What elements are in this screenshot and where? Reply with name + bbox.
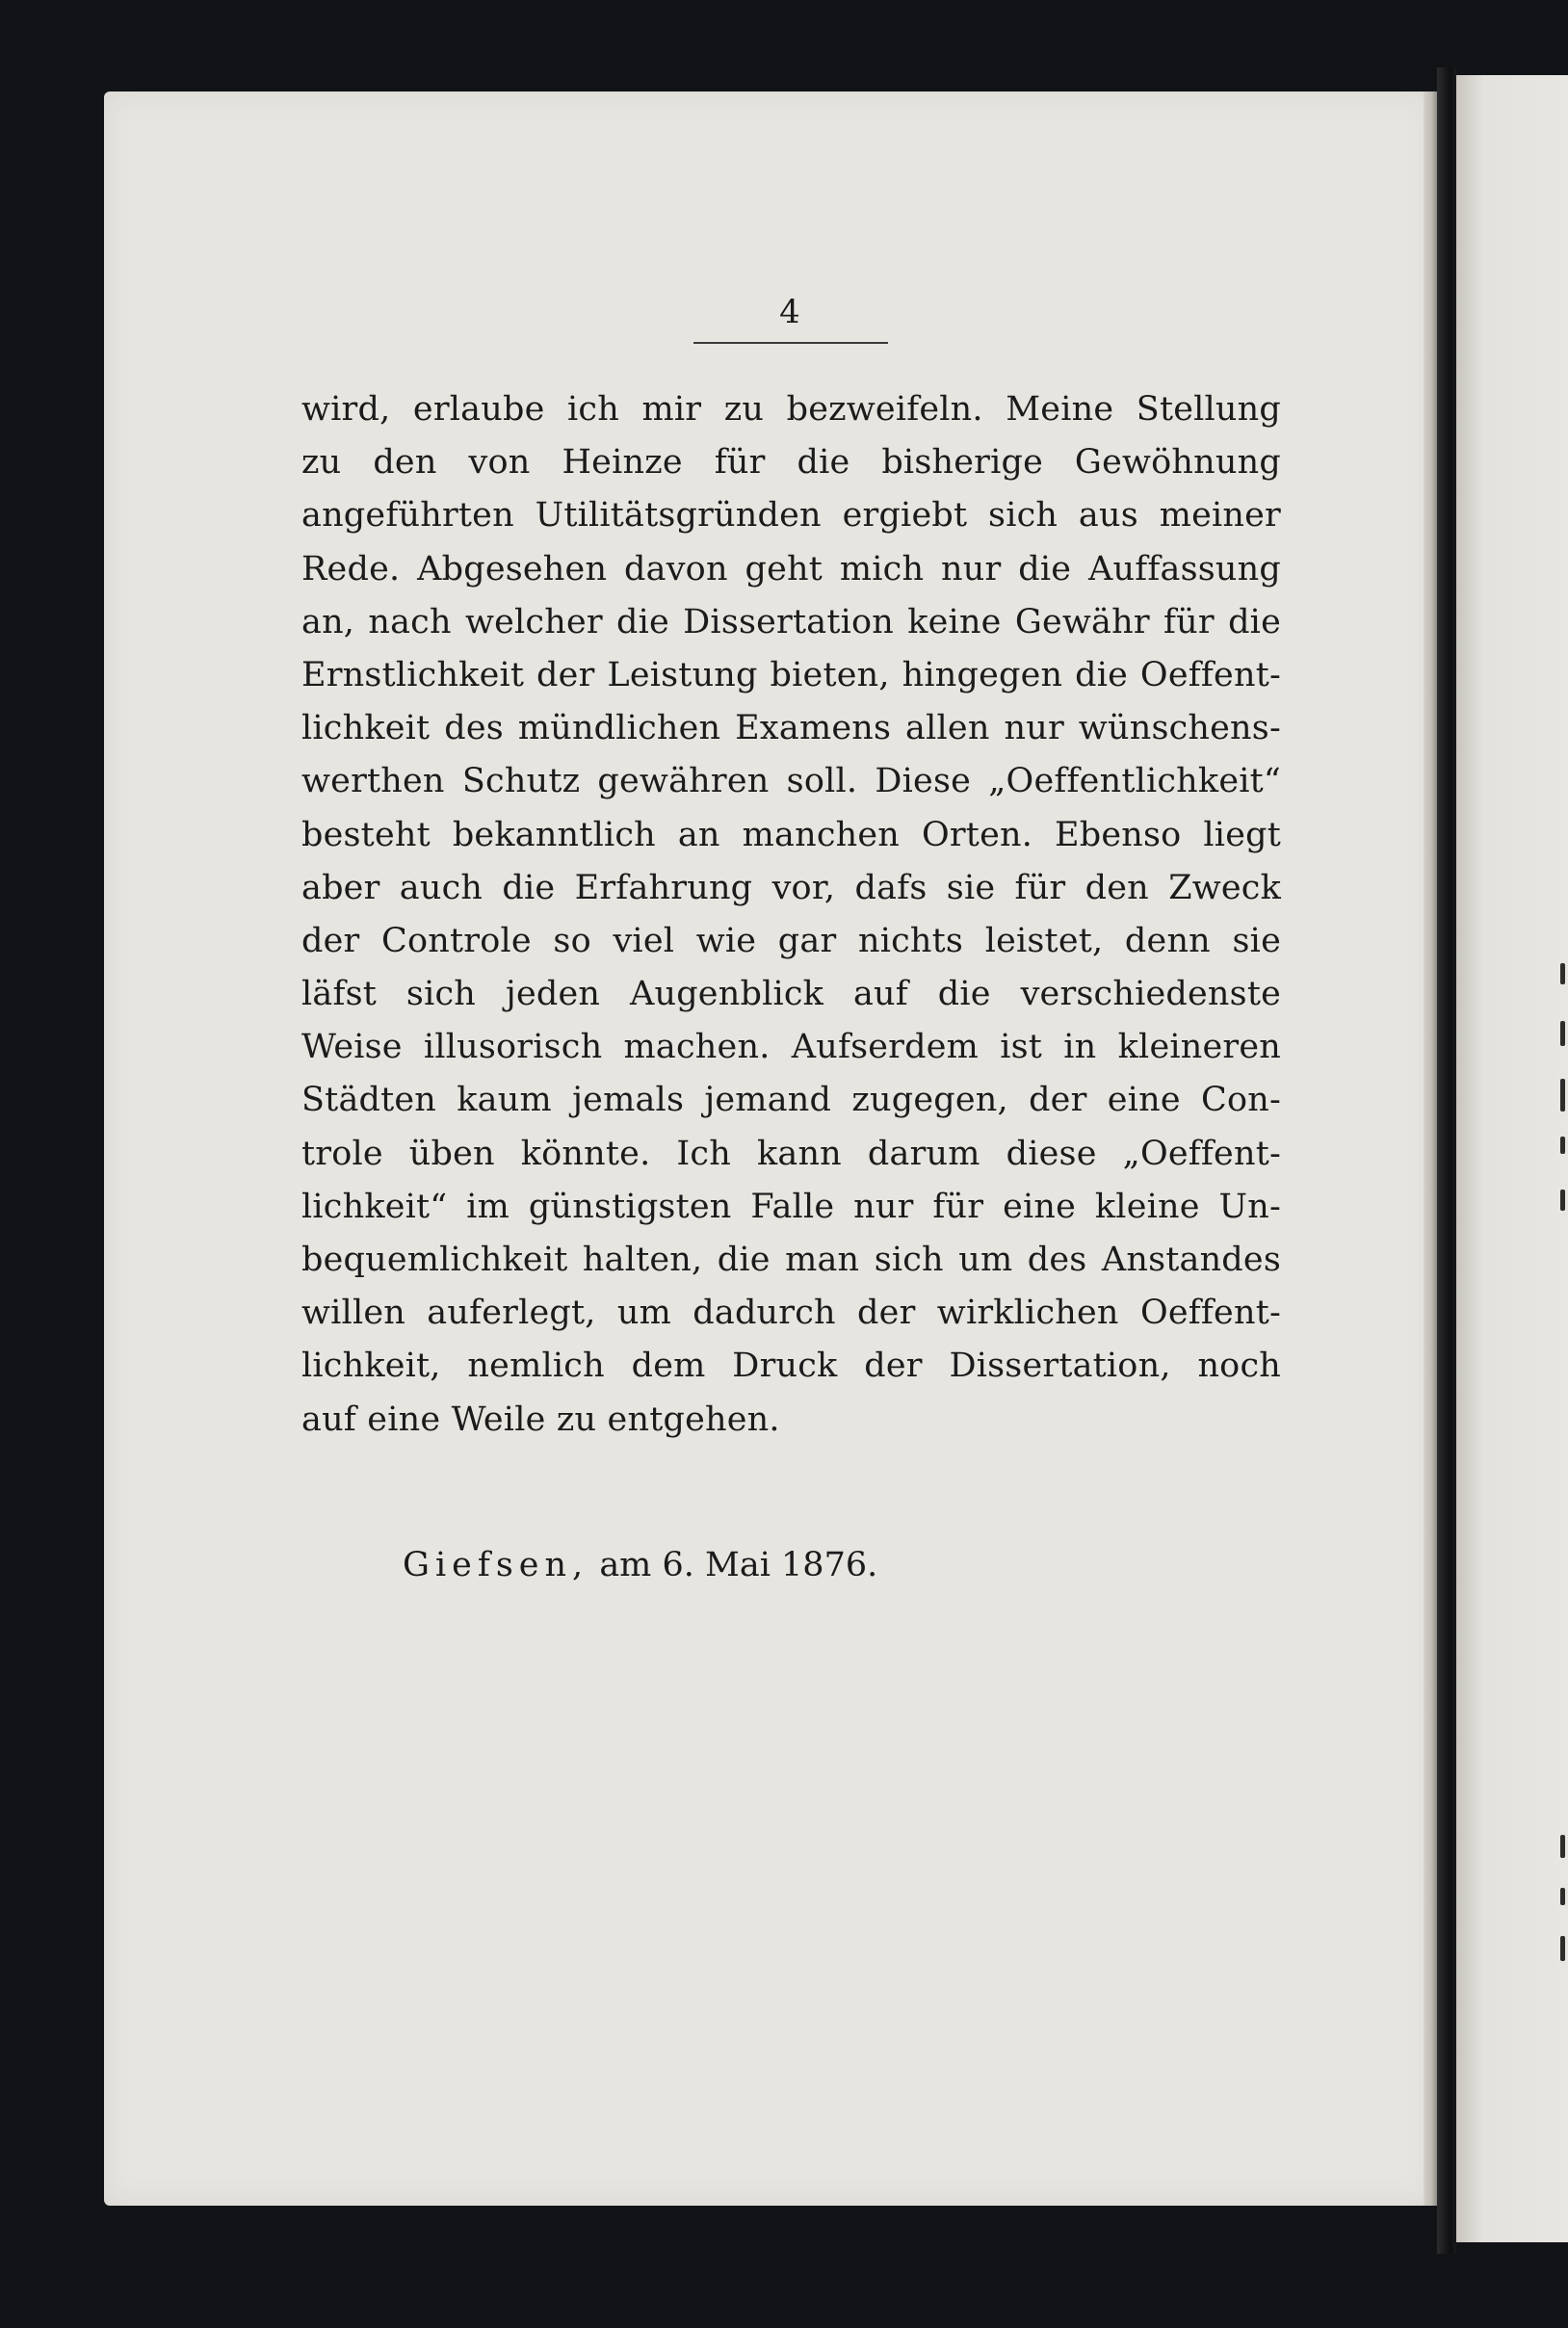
text-line: lichkeit des mündlichen Examens allen nur wünschens- [301,709,1281,748]
text-line: willen auferlegt, um dadurch der wirklichen Oeffent- [301,1294,1281,1333]
header-rule [693,342,888,344]
text-line: Städten kaum jemals jemand zugegen, der eine Con- [301,1081,1281,1120]
text-line: trole üben könnte. Ich kann darum diese „Oeffent- [301,1134,1281,1173]
book-gutter [1437,67,1456,2254]
signoff-date: am 6. Mai 1876. [599,1546,878,1584]
text-line: bequemlichkeit halten, die man sich um des Anstandes [301,1241,1281,1279]
text-line: besteht bekanntlich an manchen Orten. Ebenso liegt [301,815,1281,854]
text-line: der Controle so viel wie gar nichts leistet, denn sie [301,921,1281,960]
text-line: werthen Schutz gewähren soll. Diese „Oeffentlichkeit“ [301,762,1281,801]
text-line: wird, erlaube ich mir zu bezweifeln. Meine Stellung [301,390,1281,429]
signoff [403,1539,877,1592]
page-number: 4 [779,293,800,331]
facing-page-mark [1560,1021,1565,1046]
text-line: aber auch die Erfahrung vor, dafs sie für den Zweck [301,868,1281,907]
facing-page-mark [1560,963,1565,984]
page-fold-shadow [1424,92,1437,2206]
facing-page-mark [1560,1835,1565,1858]
text-line: läfst sich jeden Augenblick auf die verschiedenste [301,975,1281,1014]
text-line: lichkeit, nemlich dem Druck der Dissertation, noch [301,1347,1281,1386]
facing-page-edge [1456,75,1568,2242]
text-line: angeführten Utilitätsgründen ergiebt sich aus meiner [301,496,1281,536]
text-line: zu den von Heinze für die bisherige Gewöhnung [301,443,1281,483]
facing-page-mark [1560,1190,1565,1211]
text-line: Weise illusorisch machen. Aufserdem ist in kleineren [301,1028,1281,1067]
text-line: Rede. Abgesehen davon geht mich nur die Auffassung [301,549,1281,589]
facing-page-mark [1560,1936,1565,1961]
facing-page-mark [1560,1137,1565,1154]
text-line: an, nach welcher die Dissertation keine Gewähr für die [301,602,1281,641]
body-text [301,383,1281,1447]
facing-page-mark [1560,1079,1565,1112]
signoff-place: Giefsen, [403,1546,589,1584]
text-line: lichkeit“ im günstigsten Falle nur für eine kleine Un- [301,1187,1281,1226]
text-line: auf eine Weile zu entgehen. [301,1399,780,1439]
text-line: Ernstlichkeit der Leistung bieten, hingegen die Oeffent- [301,655,1281,694]
facing-page-mark [1560,1888,1565,1905]
